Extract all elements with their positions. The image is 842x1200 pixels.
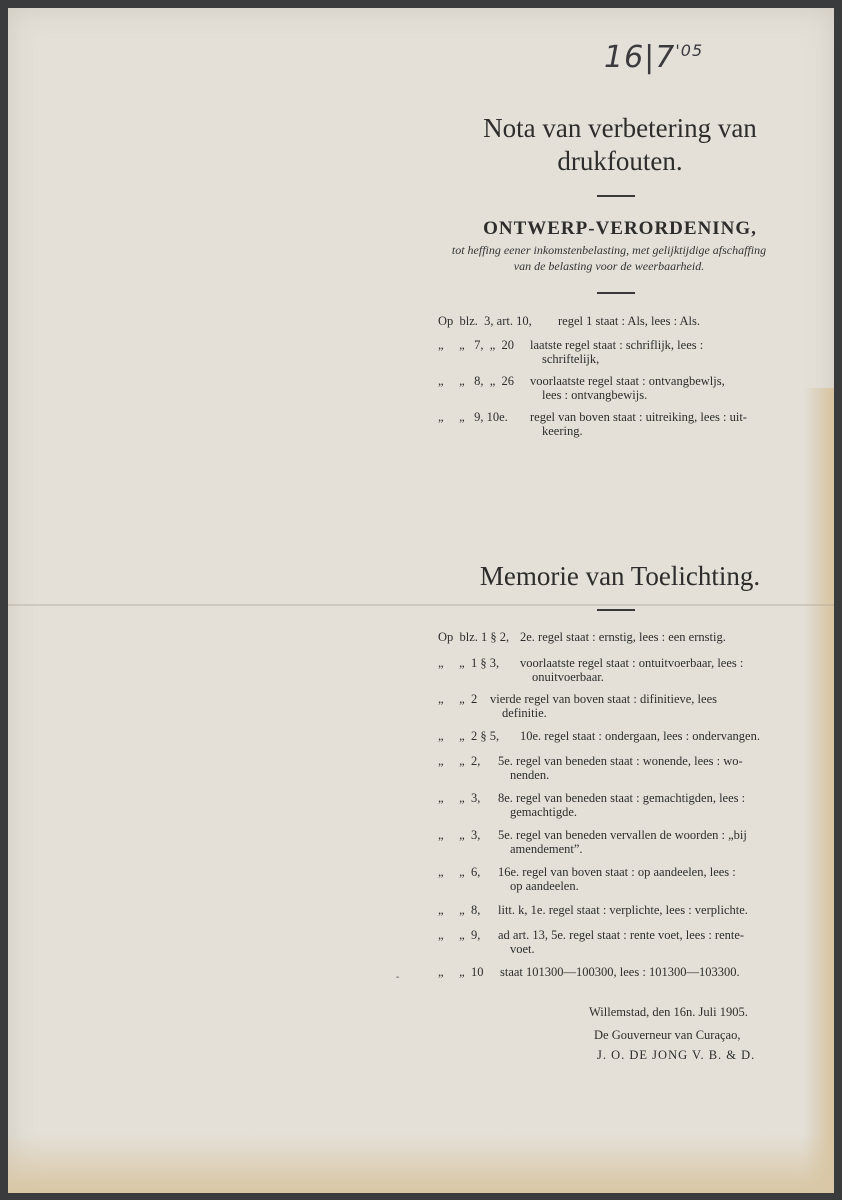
entry-text-continued: op aandeelen. (510, 879, 579, 893)
entry-text: regel 1 staat : Als, lees : Als. (558, 314, 700, 328)
correction-entry (438, 865, 796, 893)
correction-entry (438, 314, 796, 328)
correction-entry (438, 374, 796, 402)
entry-text: 5e. regel van beneden staat : wonende, lees : wo- (498, 754, 743, 768)
entry-text-continued: onuitvoerbaar. (532, 670, 604, 684)
entry-text: regel van boven staat : uitreiking, lees : uit- (530, 410, 747, 424)
paper-fold (8, 604, 834, 606)
page-title: Nota van verbetering van drukfouten. (483, 113, 757, 176)
entry-reference: „ „ 1 § 3, (438, 656, 500, 670)
entry-text: 10e. regel staat : ondergaan, lees : ondervangen. (520, 729, 760, 743)
entry-text-continued: gemachtigde. (510, 805, 577, 819)
edge-stain (804, 388, 834, 1193)
section1-subtitle: tot heffing eener inkomstenbelasting, met gelijktijdige afschaffing van de belasting voor de weerbaarheid. (451, 243, 767, 273)
entry-text: 5e. regel van beneden vervallen de woorden : „bij (498, 828, 747, 842)
entry-text-continued: amendement”. (510, 842, 583, 856)
handwritten-date: $16|7^{'05}$ (604, 40, 704, 75)
divider (597, 195, 635, 197)
entry-reference: „ „ 9, 10e. (438, 410, 508, 424)
signature-role: De Gouverneur van Curaçao, (594, 1028, 741, 1042)
entry-reference: „ „ 8, (438, 903, 481, 917)
section1-heading: ONTWERP-VERORDENING, (483, 218, 757, 239)
entry-text: laatste regel staat : schriflijk, lees : (530, 338, 704, 352)
entry-reference: „ „ 7, „ 20 (438, 338, 515, 352)
entry-text: 16e. regel van boven staat : op aandeelen, lees : (498, 865, 736, 879)
correction-entry (438, 410, 796, 438)
correction-entry (438, 656, 796, 684)
entry-reference: „ „ 2 (438, 692, 478, 706)
entry-reference: Op blz. 3, art. 10, (438, 314, 532, 328)
correction-entry (438, 791, 796, 819)
entry-reference: „ „ 2, (438, 754, 481, 768)
correction-entry (438, 630, 796, 644)
entry-text-continued: definitie. (502, 706, 547, 720)
correction-entry (438, 754, 796, 782)
entry-reference: „ „ 6, (438, 865, 481, 879)
divider (597, 292, 635, 294)
entry-reference: Op blz. 1 § 2, (438, 630, 510, 644)
correction-entry (438, 692, 796, 720)
signature-place-date: Willemstad, den 16n. Juli 1905. (589, 1005, 748, 1019)
correction-entry (438, 965, 796, 979)
entry-text-continued: voet. (510, 942, 535, 956)
entry-text-continued: schriftelijk, (542, 352, 600, 366)
entry-text: vierde regel van boven staat : difinitieve, lees (490, 692, 717, 706)
correction-entry (438, 729, 796, 743)
entry-text: litt. k, 1e. regel staat : verplichte, lees : verplichte. (498, 903, 748, 917)
correction-entry (438, 903, 796, 917)
signature-name: J. O. DE JONG V. B. & D. (597, 1048, 756, 1062)
entry-text-continued: keering. (542, 424, 583, 438)
entry-reference: „ „ 8, „ 26 (438, 374, 515, 388)
entry-text: voorlaatste regel staat : ontvangbewljs, (530, 374, 725, 388)
section2-title: Memorie van Toelichting. (479, 561, 761, 591)
entry-text: voorlaatste regel staat : ontuitvoerbaar, lees : (520, 656, 744, 670)
entry-text: 2e. regel staat : ernstig, lees : een ernstig. (520, 630, 726, 644)
entry-text: 8e. regel van beneden staat : gemachtigden, lees : (498, 791, 746, 805)
entry-text-continued: nenden. (510, 768, 550, 782)
entry-reference: „ „ 3, (438, 791, 481, 805)
entry-text: ad art. 13, 5e. regel staat : rente voet, lees : rente- (498, 928, 745, 942)
divider (597, 609, 635, 611)
correction-entry (438, 928, 796, 956)
bottom-stain (8, 1133, 834, 1193)
entry-reference: „ „ 2 § 5, (438, 729, 500, 743)
margin-mark: - (396, 972, 400, 983)
entry-reference: „ „ 9, (438, 928, 481, 942)
entry-text-continued: lees : ontvangbewijs. (542, 388, 648, 402)
entry-reference: „ „ 10 (438, 965, 484, 979)
entry-reference: „ „ 3, (438, 828, 481, 842)
correction-entry (438, 338, 796, 366)
entry-text: staat 101300—100300, lees : 101300—103300. (500, 965, 740, 979)
correction-entry (438, 828, 796, 856)
